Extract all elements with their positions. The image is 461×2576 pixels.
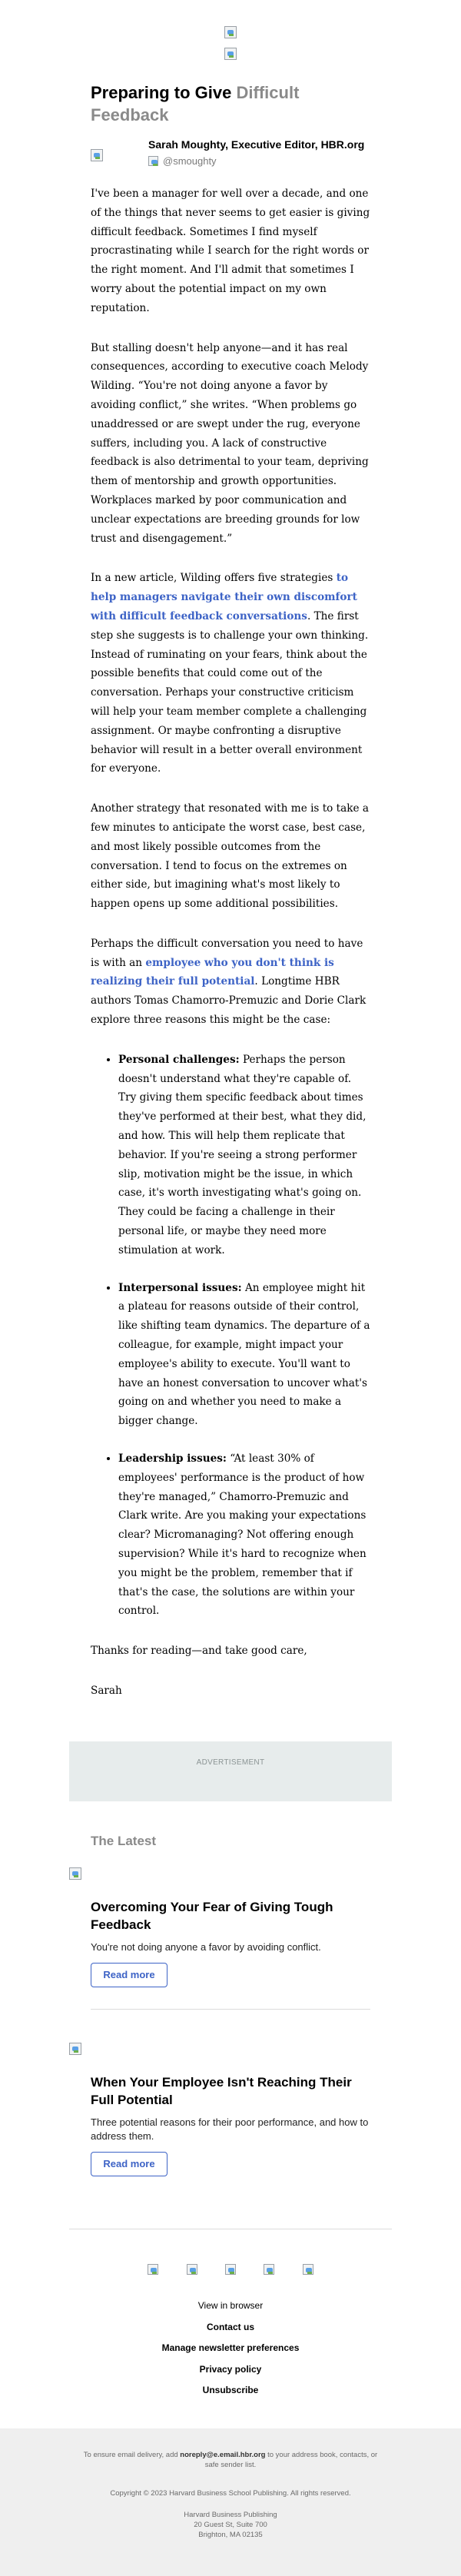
title-dark-part: Preparing to Give <box>91 83 232 102</box>
read-more-button[interactable]: Read more <box>91 2152 167 2176</box>
delivery-notice <box>77 2450 384 2470</box>
card-divider <box>91 2009 370 2010</box>
list-item <box>118 1051 370 1260</box>
address-line: 20 Guest St, Suite 700 <box>194 2521 267 2529</box>
bullet-label: Personal challenges: <box>118 1053 240 1066</box>
delivery-text: to your address book, contacts, or safe sender list. <box>204 2451 378 2469</box>
card-title[interactable]: When Your Employee Isn't Reaching Their Full Potential <box>91 2075 352 2107</box>
signoff: Thanks for reading—and take good care, <box>91 1645 307 1658</box>
bullet-text: Perhaps the person doesn't understand what they're capable of. Try giving them specific feedback about times they've performed at their best, what they did, and how. This will help them replicate that behavior. If you're seeing a strong performer slip, motivation might be the issue, in which case, it's worth investigating what's going on. They could be facing a challenge in their personal life, or maybe they need more stimulation at work. <box>118 1053 366 1256</box>
paragraph-text: In a new article, Wilding offers five strategies <box>91 572 337 585</box>
bullet-text: “At least 30% of employees' performance is the product of how they're managed,” Chamorro-Premuzic and Clark write. Are you making your expectations clear? Micromanaging? Not offering enough supervision? While it's hard to recognize when you might be the problem, remember that if that's the case, the solutions are within your control. <box>118 1452 366 1618</box>
paragraph-outcomes: Another strategy that resonated with me is to take a few minutes to anticipate the worst case, best case, and most likely possible outcomes from the conversation. I tend to focus on the extremes on either side, but imagining what's most likely to happen opens up some additional possibilities. <box>91 802 369 911</box>
author-byline <box>91 137 375 174</box>
latest-heading: The Latest <box>91 1834 157 1848</box>
social-icon[interactable] <box>187 2264 197 2275</box>
delivery-text: To ensure email delivery, add <box>83 2451 181 2459</box>
contact-us-link[interactable]: Contact us <box>206 2321 254 2332</box>
bullet-label: Interpersonal issues: <box>118 1281 242 1294</box>
paragraph-intro: I've been a manager for well over a decade, and one of the things that never seems to get easier is giving difficult feedback. Sometimes I find myself procrastinating while I search for the right words or the right moment. And I'll admit that sometimes I worry about the potential impact on my own reputation. <box>91 188 370 314</box>
paragraph-text: Perhaps the difficult conversation you need to have is with an <box>91 937 363 969</box>
title-grey-part: Difficult Feedback <box>91 83 300 124</box>
author-avatar-icon <box>91 149 103 161</box>
header-images <box>0 23 461 69</box>
card-title[interactable]: Overcoming Your Fear of Giving Tough Feedback <box>91 1900 333 1932</box>
author-name: Sarah Moughty, Executive Editor, HBR.org <box>148 138 365 151</box>
legal-footer <box>0 2428 461 2576</box>
card-thumbnail-icon[interactable] <box>69 2043 81 2055</box>
logo-image-icon[interactable] <box>224 26 237 38</box>
bullet-label: Leadership issues: <box>118 1452 227 1466</box>
sender-email: noreply@e.email.hbr.org <box>180 2451 266 2459</box>
mailing-address <box>0 2510 461 2540</box>
author-handle-text: @smoughty <box>163 155 217 167</box>
social-links <box>0 2264 461 2279</box>
social-icon[interactable] <box>303 2264 313 2275</box>
card-thumbnail-icon[interactable] <box>69 1867 81 1880</box>
paragraph-text: . Longtime HBR authors Tomas Chamorro-Premuzic and Dorie Clark explore three reasons this might be the case: <box>91 975 366 1027</box>
paragraph-consequences: But stalling doesn't help anyone—and it has real consequences, according to executive coach Melody Wilding. “You're not doing anyone a favor by avoiding conflict,” she writes. “When problems go unaddressed or are swept under the rug, everyone suffers, including you. A lack of constructive feedback is also detrimental to your team, depriving them of mentorship and growth opportunities. Workplaces marked by poor communication and unclear expectations are breeding grounds for low trust and disengagement.” <box>91 341 369 545</box>
article-body <box>91 184 370 1721</box>
privacy-policy-link[interactable]: Privacy policy <box>199 2363 262 2375</box>
article-header <box>91 81 375 126</box>
paragraph-strategies <box>91 569 370 778</box>
twitter-icon <box>148 156 158 166</box>
bullet-text: An employee might hit a plateau for reasons outside of their control, like shifting team dynamics. The departure of a colleague, for example, might impact your employee's ability to execute. You'll want to have an honest conversation to uncover what's going on and whether you need to make a bigger change. <box>118 1281 370 1428</box>
latest-card <box>69 2043 392 2196</box>
social-icon[interactable] <box>225 2264 236 2275</box>
copyright-notice: Copyright © 2023 Harvard Business School Publishing. All rights reserved. <box>110 2489 351 2498</box>
social-icon[interactable] <box>148 2264 158 2275</box>
advertisement-slot[interactable] <box>69 1741 392 1801</box>
address-line: Harvard Business Publishing <box>184 2511 277 2519</box>
view-in-browser-link[interactable]: View in browser <box>197 2300 264 2311</box>
social-icon[interactable] <box>264 2264 274 2275</box>
read-more-button[interactable]: Read more <box>91 1963 167 1987</box>
reasons-list <box>118 1051 370 1621</box>
latest-card <box>69 1867 392 2013</box>
potential-article-link[interactable]: employee who you don't think is realizing their full potential <box>91 956 334 988</box>
advertisement-label: ADVERTISEMENT <box>196 1758 265 1767</box>
footer-links <box>0 2298 461 2404</box>
unsubscribe-link[interactable]: Unsubscribe <box>202 2385 259 2395</box>
card-description: Three potential reasons for their poor performance, and how to address them. <box>91 2116 369 2142</box>
paragraph-text: . The first step she suggests is to challenge your own thinking. Instead of ruminating on your fears, think about the possible benefits that could come out of the conversation. Perhaps your constructive criticism will help your team member complete a challenging assignment. Or maybe confronting a disruptive behavior will result in a better overall environment for everyone. <box>91 609 369 775</box>
paragraph-potential <box>91 934 370 1030</box>
signature: Sarah <box>91 1684 122 1697</box>
banner-image-icon <box>224 48 237 60</box>
author-handle-link[interactable] <box>148 155 217 167</box>
list-item <box>118 1279 370 1431</box>
address-line: Brighton, MA 02135 <box>198 2531 263 2539</box>
wilding-article-link[interactable]: to help managers navigate their own discomfort with difficult feedback conversations <box>91 572 357 622</box>
card-description: You're not doing anyone a favor by avoiding conflict. <box>91 1941 321 1953</box>
manage-preferences-link[interactable]: Manage newsletter preferences <box>161 2342 300 2353</box>
article-title <box>91 81 375 126</box>
list-item <box>118 1449 370 1621</box>
